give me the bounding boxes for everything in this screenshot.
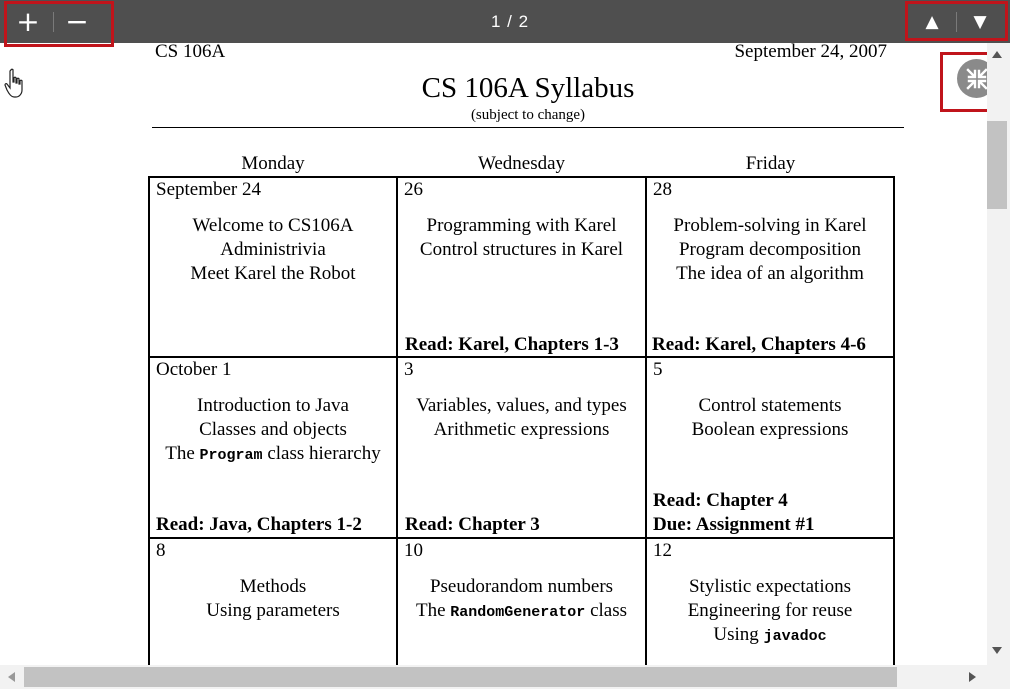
collapse-icon	[966, 68, 988, 90]
scroll-left-icon[interactable]	[8, 672, 15, 682]
cell-day: September 24	[156, 179, 262, 200]
cell-reading: Read: Karel, Chapters 4-6	[652, 334, 866, 355]
cell-content	[150, 575, 396, 623]
cell-day: 5	[653, 359, 663, 380]
cell-day: 28	[653, 179, 672, 200]
code-text: javadoc	[763, 628, 827, 645]
table-border	[893, 176, 895, 665]
previous-page-button[interactable]: ▲	[925, 11, 939, 32]
page-indicator: 1 / 2	[490, 12, 530, 31]
cell-line-text: class hierarchy	[262, 443, 381, 464]
scroll-up-icon[interactable]	[992, 51, 1002, 58]
cell-line: Control structures in Karel	[419, 239, 624, 260]
cell-line: Control statements	[698, 395, 842, 416]
viewer-toolbar	[0, 0, 1010, 43]
cell-day: 10	[404, 540, 423, 561]
cell-line-text: Using	[713, 624, 764, 645]
cell-line-text: The	[415, 600, 451, 621]
page-subtitle: (subject to change)	[470, 107, 586, 123]
cell-line: Programming with Karel	[426, 215, 617, 236]
zoom-in-button[interactable]: +	[16, 5, 40, 38]
cell-line: Program decomposition	[678, 239, 862, 260]
scroll-right-icon[interactable]	[969, 672, 976, 682]
cell-line: Engineering for reuse	[687, 600, 853, 621]
cell-day: 12	[653, 540, 672, 561]
cell-day: 26	[404, 179, 423, 200]
cell-line	[398, 599, 645, 625]
cell-content	[647, 575, 893, 649]
header-left: CS 106A	[155, 41, 226, 62]
cell-content	[398, 575, 645, 625]
cell-line: Arithmetic expressions	[433, 419, 610, 440]
cell-line: Methods	[239, 576, 307, 597]
cell-line: Meet Karel the Robot	[190, 263, 356, 284]
cell-day: 3	[404, 359, 414, 380]
cell-content	[398, 394, 645, 442]
cell-reading: Read: Karel, Chapters 1-3	[405, 334, 619, 355]
horizontal-scroll-thumb[interactable]	[24, 667, 897, 687]
column-header-wednesday: Wednesday	[477, 153, 566, 174]
table-border	[148, 537, 895, 539]
cell-line-text: class	[585, 600, 627, 621]
title-rule	[152, 127, 904, 128]
cell-line: Classes and objects	[199, 419, 347, 440]
cell-reading: Read: Chapter 4	[653, 490, 788, 511]
vertical-scroll-thumb[interactable]	[987, 121, 1007, 209]
cell-content	[150, 214, 396, 286]
toolbar-separator	[956, 12, 957, 32]
cell-content	[647, 394, 893, 442]
cell-line: Boolean expressions	[691, 419, 849, 440]
zoom-out-button[interactable]: −	[65, 5, 89, 38]
cell-line: Variables, values, and types	[416, 395, 627, 416]
cell-line: Introduction to Java	[197, 395, 349, 416]
cell-line: Welcome to CS106A	[192, 215, 354, 236]
hand-pointer-icon	[4, 68, 28, 102]
cell-line: Administrivia	[220, 239, 326, 260]
next-page-button[interactable]: ▼	[973, 11, 987, 32]
cell-due: Due: Assignment #1	[653, 514, 815, 535]
column-header-friday: Friday	[745, 153, 796, 174]
cell-reading: Read: Chapter 3	[405, 514, 540, 535]
cell-content	[398, 214, 645, 262]
header-right: September 24, 2007	[734, 41, 887, 62]
page-title: CS 106A Syllabus	[421, 72, 635, 104]
cell-content	[647, 214, 893, 286]
cell-line: Stylistic expectations	[688, 576, 851, 597]
cell-line: Using parameters	[206, 600, 340, 621]
cell-line: Problem-solving in Karel	[673, 215, 867, 236]
toolbar-separator	[53, 12, 54, 32]
cell-reading: Read: Java, Chapters 1-2	[156, 514, 362, 535]
scroll-down-icon[interactable]	[992, 647, 1002, 654]
cell-day: October 1	[156, 359, 232, 380]
table-border	[148, 176, 895, 178]
cell-line-text: The	[165, 443, 200, 464]
cell-line	[150, 442, 396, 468]
cell-line: The idea of an algorithm	[676, 263, 864, 284]
cell-content	[150, 394, 396, 468]
cell-line: Pseudorandom numbers	[429, 576, 614, 597]
code-text: Program	[199, 447, 263, 464]
cell-day: 8	[156, 540, 166, 561]
code-text: RandomGenerator	[450, 604, 586, 621]
cell-line	[647, 623, 893, 649]
column-header-monday: Monday	[241, 153, 305, 174]
